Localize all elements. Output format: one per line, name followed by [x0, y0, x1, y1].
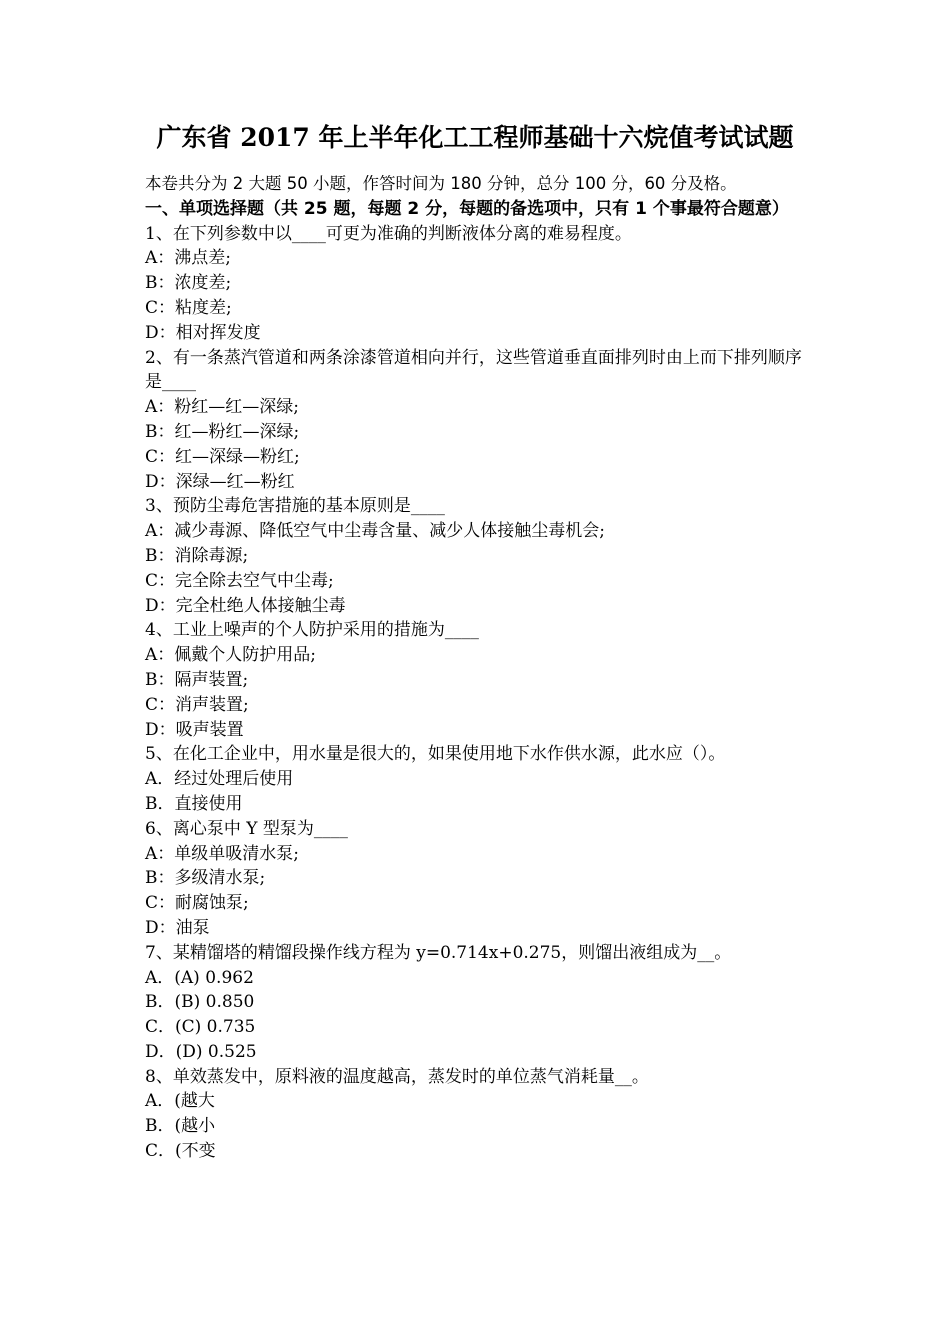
answer-option: B：隔声装置;	[145, 669, 249, 690]
question-block	[145, 742, 815, 816]
answer-option: B：多级清水泵;	[145, 868, 266, 889]
answer-option: C．(C) 0.735	[145, 1017, 256, 1038]
answer-option: D：吸声装置	[145, 719, 244, 740]
question-stem: 2、有一条蒸汽管道和两条涂漆管道相向并行，这些管道垂直面排列时由上而下排列顺序是____	[145, 347, 802, 393]
answer-option: B．(越小	[145, 1116, 216, 1137]
answer-option: D：相对挥发度	[145, 322, 261, 343]
answer-option: C：完全除去空气中尘毒;	[145, 570, 334, 591]
question-stem: 4、工业上噪声的个人防护采用的措施为____	[145, 620, 479, 641]
question-stem: 5、在化工企业中，用水量是很大的，如果使用地下水作供水源，此水应（）。	[145, 744, 726, 765]
answer-option: A．(A) 0.962	[145, 967, 254, 988]
question-list	[145, 222, 815, 1164]
question-block	[145, 1065, 815, 1164]
exam-intro: 本卷共分为 2 大题 50 小题，作答时间为 180 分钟，总分 100 分，60 分及格。	[145, 174, 737, 193]
question-block	[145, 222, 815, 346]
answer-option: A：粉红—红—深绿;	[145, 397, 300, 418]
answer-option: B：浓度差;	[145, 273, 232, 294]
answer-option: B．直接使用	[145, 793, 243, 814]
question-block	[145, 346, 815, 495]
answer-option: A：佩戴个人防护用品;	[145, 645, 317, 666]
document-title: 广东省 2017 年上半年化工工程师基础十六烷值考试试题	[156, 123, 794, 152]
question-block	[145, 494, 815, 618]
answer-option: A：减少毒源、降低空气中尘毒含量、减少人体接触尘毒机会;	[145, 521, 606, 542]
question-block	[145, 817, 815, 941]
question-block	[145, 618, 815, 742]
question-stem: 1、在下列参数中以____可更为准确的判断液体分离的难易程度。	[145, 223, 632, 244]
answer-option: D：完全杜绝人体接触尘毒	[145, 595, 346, 616]
question-block	[145, 941, 815, 1065]
answer-option: C：消声装置;	[145, 694, 249, 715]
answer-option: C：耐腐蚀泵;	[145, 893, 249, 914]
question-stem: 6、离心泵中 Y 型泵为____	[145, 818, 348, 839]
answer-option: A：单级单吸清水泵;	[145, 843, 300, 864]
section-heading: 一、单项选择题（共 25 题，每题 2 分，每题的备选项中，只有 1 个事最符合题意）	[145, 198, 789, 219]
answer-option: C：粘度差;	[145, 297, 232, 318]
answer-option: B：消除毒源;	[145, 545, 249, 566]
answer-option: B：红—粉红—深绿;	[145, 421, 300, 442]
answer-option: A：沸点差;	[145, 248, 232, 269]
answer-option: D．(D) 0.525	[145, 1041, 257, 1062]
answer-option: C．(不变	[145, 1141, 216, 1162]
question-stem: 3、预防尘毒危害措施的基本原则是____	[145, 496, 445, 517]
answer-option: B．(B) 0.850	[145, 992, 255, 1013]
question-stem: 8、单效蒸发中，原料液的温度越高，蒸发时的单位蒸气消耗量__。	[145, 1066, 649, 1087]
document-body	[145, 172, 815, 1164]
answer-option: A．(越大	[145, 1091, 215, 1112]
question-stem: 7、某精馏塔的精馏段操作线方程为 y=0.714x+0.275，则馏出液组成为__。	[145, 942, 732, 963]
answer-option: A．经过处理后使用	[145, 769, 294, 790]
answer-option: D：深绿—红—粉红	[145, 471, 295, 492]
answer-option: D：油泵	[145, 917, 210, 938]
answer-option: C：红—深绿—粉红;	[145, 446, 300, 467]
